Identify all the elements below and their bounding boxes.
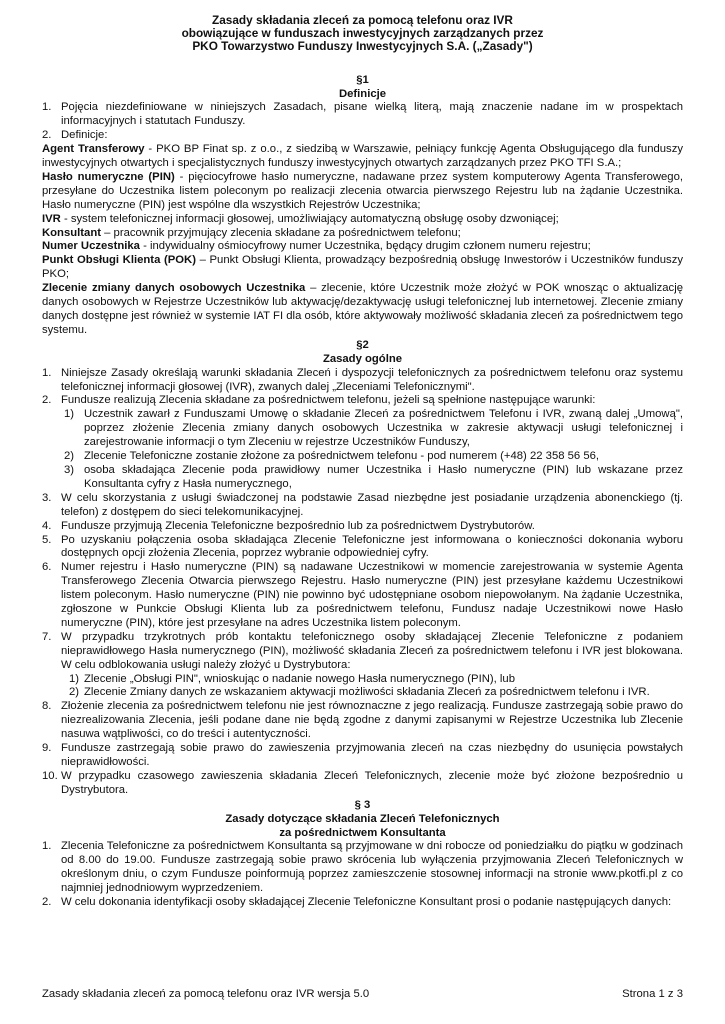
section-2-title: Zasady ogólne	[322, 352, 403, 365]
s2-item-2: 2. Fundusze realizują Zlecenia składane za pośrednictwem telefonu, jeżeli są spełnione następujące warunki:	[42, 394, 596, 407]
section-3-title-line-1: Zasady dotyczące składania Zleceń Telefonicznych	[225, 812, 500, 825]
s1-item-1: 1. Pojęcia niezdefiniowane w niniejszych Zasadach, pisane wielką literą, mają znaczenie nadane im w prospektach informacyjnych i statutach Funduszy.	[42, 101, 683, 128]
s3-item-1: 1. Zlecenia Telefoniczne za pośrednictwem Konsultanta są przyjmowane w dni robocze od poniedziałku do piątku w godzinach od 8.00 do 19.00. Fundusze zastrzegają sobie prawo skrócenia lub wyłączenia przyjmowania Zleceń Telefonicznych w określonym dniu, o czym Fundusze poinformują poprzez zamieszczenie stosownej informacji na stronie www.pkotfi.pl z co najmniej jednodniowym wyprzedzeniem.	[42, 840, 683, 895]
s2-item-4: 4. Fundusze przyjmują Zlecenia Telefoniczne bezpośrednio lub za pośrednictwem Dystrybutorów.	[42, 519, 535, 532]
s2-item-2-1: 1) Uczestnik zawarł z Funduszami Umowę o składanie Zleceń za pośrednictwem Telefonu i IVR, zwaną dalej „Umową", poprzez złożenie Zlecenia zmiany danych osobowych Uczestnika w zakresie aktywacji usługi telefonicznej i zarejestrowanie informacji o tym Zleceniu w rejestrze Uczestników Funduszy,	[64, 408, 683, 449]
s2-item-1: 1. Niniejsze Zasady określają warunki składania Zleceń i dyspozycji telefonicznych za pośrednictwem telefonu oraz systemu telefonicznej informacji głosowej (IVR), zwanych dalej „Zleceniami Telefonicznymi".	[42, 366, 683, 393]
definition-pok: Punkt Obsługi Klienta (POK) – Punkt Obsługi Klienta, prowadzący bezpośrednią obsługę Inwestorów i Uczestników funduszy PKO;	[42, 254, 683, 281]
definition-haslo-numeryczne: Hasło numeryczne (PIN) - pięciocyfrowe hasło numeryczne, nadawane przez system komputerowy Agenta Transferowego, przesyłane do Uczestnika listem poleconym po realizacji zlecenia otwarcia pierwszego Rejestru lub na żądanie Uczestnika. Hasło numeryczne (PIN) jest wspólne dla wszystkich Rejestrów Uczestnika;	[42, 170, 683, 211]
section-1-number: §1	[356, 73, 369, 86]
definition-konsultant: Konsultant – pracownik przyjmujący zlecenia składane za pośrednictwem telefonu;	[42, 226, 461, 239]
s2-item-2-2: 2) Zlecenie Telefoniczne zostanie złożone za pośrednictwem telefonu - pod numerem (+48) 22 358 56 56,	[64, 450, 600, 463]
section-2-heading	[42, 339, 683, 367]
page-footer	[42, 988, 683, 1000]
title-line-3: PKO Towarzystwo Funduszy Inwestycyjnych S.A. („Zasady")	[192, 39, 533, 54]
s1-item-2: 2. Definicje:	[42, 129, 108, 142]
s2-item-2-3: 3) osoba składająca Zlecenie poda prawidłowy numer Uczestnika i Hasło numeryczne (PIN) lub wskazane przez Konsultanta cyfry z Hasła numerycznego,	[64, 463, 683, 490]
document-body	[42, 14, 683, 910]
s2-item-3: 3. W celu skorzystania z usługi świadczonej na podstawie Zasad niezbędne jest posiadanie urządzenia abonenckiego (tj. telefon) z dostępem do sieci telekomunikacyjnej.	[42, 491, 683, 518]
definition-agent-transferowy: Agent Transferowy - PKO BP Finat sp. z o.o., z siedzibą w Warszawie, pełniący funkcję Agenta Obsługującego dla funduszy inwestycyjnych otwartych i specjalistycznych funduszy inwestycyjnych otwartych zarządzanych przez PKO TFI S.A.;	[42, 143, 683, 170]
section-3-title-line-2: za pośrednictwem Konsultanta	[279, 826, 446, 839]
document-title	[42, 14, 683, 54]
section-3-number: § 3	[354, 798, 371, 811]
section-1-title: Definicje	[338, 87, 387, 100]
s2-item-7-2: 2) Zlecenie Zmiany danych ze wskazaniem aktywacji możliwości składania Zleceń za pośrednictwem telefonu i IVR.	[69, 686, 650, 699]
s3-item-2: 2. W celu dokonania identyfikacji osoby składającej Zlecenie Telefoniczne Konsultant prosi o podanie następujących danych:	[42, 896, 672, 909]
s2-item-7-1: 1) Zlecenie „Obsługi PIN", wnioskując o nadanie nowego Hasła numerycznego (PIN), lub	[69, 672, 515, 685]
section-1-heading	[42, 74, 683, 102]
definition-numer-uczestnika: Numer Uczestnika - indywidualny ośmiocyfrowy numer Uczestnika, będący drugim członem numeru rejestru;	[42, 240, 591, 253]
s2-item-5: 5. Po uzyskaniu połączenia osoba składająca Zlecenie Telefoniczne jest informowana o konieczności dokonania wyboru dostępnych opcji złożenia Zlecenia, poprzez wybranie odpowiedniej cyfry.	[42, 533, 683, 560]
section-2-number: §2	[356, 338, 369, 351]
s2-item-9: 9. Fundusze zastrzegają sobie prawo do zawieszenia przyjmowania zleceń na czas niezbędny do usunięcia powstałych nieprawidłowości.	[42, 742, 683, 769]
definition-zlecenie-zmiany-danych: Zlecenie zmiany danych osobowych Uczestnika – zlecenie, które Uczestnik może złożyć w POK wnosząc o aktualizację danych osobowych w Rejestrze Uczestników lub aktywację/dezaktywację usługi telefonicznej lub internetowej. Zlecenie zmiany danych dostępne jest również w systemie IAT FI dla osób, które aktywowały możliwość składania zleceń za pośrednictwem tego systemu.	[42, 282, 683, 336]
s2-item-8: 8. Złożenie zlecenia za pośrednictwem telefonu nie jest równoznaczne z jego realizacją. Fundusze zastrzegają sobie prawo do niezrealizowania Zlecenia, jeśli podane dane nie będą zgodne z danymi zapisanymi w Rejestrze Uczestnika lub Zlecenie nasuwa wątpliwości, co do treści i autentyczności.	[42, 700, 683, 741]
s2-item-6: 6. Numer rejestru i Hasło numeryczne (PIN) są nadawane Uczestnikowi w momencie zarejestrowania w systemie Agenta Transferowego Zlecenia Otwarcia pierwszego Rejestru. Hasło numeryczne (PIN) jest przesyłane każdemu Uczestnikowi listem poleconym. Hasło numeryczne (PIN) nie powinno być udostępniane osobom niepowołanym. Na żądanie Uczestnika, zgłoszone w Punkcie Obsługi Klienta lub za pośrednictwem telefonu, Fundusz nadaje Uczestnikowi nowe Hasło numeryczne (PIN), które jest przesyłane na adres Uczestnika listem poleconym.	[42, 561, 683, 629]
s2-item-7: 7. W przypadku trzykrotnych prób kontaktu telefonicznego osoby składającej Zlecenie Telefoniczne z podaniem nieprawidłowego Hasła numerycznego (PIN), możliwość składania Zleceń za pośrednictwem telefonu i IVR jest blokowana. W celu odblokowania usługi należy złożyć u Dystrybutora:	[42, 630, 683, 671]
definition-ivr: IVR - system telefonicznej informacji głosowej, umożliwiający automatyczną obsługę osoby dzwoniącej;	[42, 212, 559, 225]
title-line-2: obowiązujące w funduszach inwestycyjnych zarządzanych przez	[181, 26, 544, 41]
title-line-1: Zasady składania zleceń za pomocą telefonu oraz IVR	[212, 13, 513, 27]
footer-document-name: Zasady składania zleceń za pomocą telefonu oraz IVR wersja 5.0	[42, 988, 370, 1000]
footer-page-number: Strona 1 z 3	[622, 988, 683, 1000]
s2-item-10: 10. W przypadku czasowego zawieszenia składania Zleceń Telefonicznych, zlecenie może być złożone bezpośrednio u Dystrybutora.	[42, 769, 683, 796]
section-3-heading	[42, 799, 683, 841]
